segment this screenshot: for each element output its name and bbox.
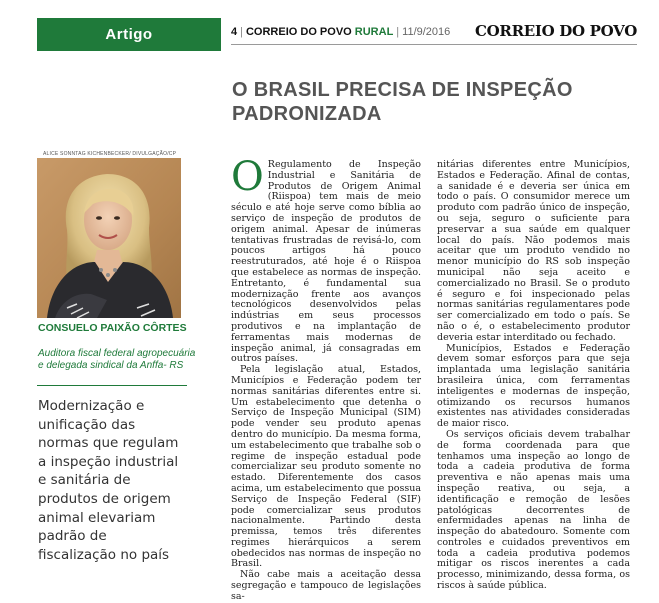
page-number: 4: [231, 26, 238, 38]
masthead-separator-2: |: [396, 26, 400, 38]
author-name: CONSUELO PAIXÃO CÔRTES: [38, 322, 187, 334]
masthead: [231, 26, 450, 38]
author-portrait-image: [37, 158, 181, 318]
article-headline: O BRASIL PRECISA DE INSPEÇÃO PADRONIZADA: [232, 79, 573, 125]
body-paragraph: Não cabe mais a aceitação dessa segregação e tampouco de legislações sa-: [231, 569, 421, 602]
author-photo: [37, 158, 181, 318]
body-paragraph: nitárias diferentes entre Municípios, Estados e Federação. Afinal de contas, a sanidade é e deveria ser única em todo o país. O consumidor merece um produto com padrão único de inspeção, ou seja, seguro o suficiente para preservar a sua saúde em qualquer local do país. Não podemos mais aceitar que um produto vendido no menor município do RS sob inspeção municipal não seja aceito e comercializado no Brasil. Se o produto é seguro e foi inspecionado pelas normas sanitárias regulamentares pode ser comercializado em todo o país. Se não o é, o estabelecimento produtor deveria estar interditado ou fechado.: [437, 159, 630, 343]
article-column-1: [231, 154, 421, 603]
body-paragraph: Municípios, Estados e Federação devem somar esforços para que seja implantada uma legislação sanitária brasileira única, com ferramentas inteligentes e modernas de inspeção, otimizando os recursos humanos existentes nas atividades consideradas de maior risco.: [437, 342, 630, 430]
issue-date: 11/9/2016: [402, 26, 451, 38]
article-column-2: [437, 160, 630, 592]
publication-name: CORREIO DO POVO: [245, 26, 352, 38]
drop-cap: O: [231, 154, 264, 200]
pull-quote: Modernização e unificação das normas que regulam a inspeção industrial e sanitária de produtos de origem animal elevariam padrão de fiscalização no país: [38, 398, 179, 563]
brand-logo: CORREIO DO POVO: [475, 22, 637, 40]
masthead-separator: |: [240, 26, 243, 38]
photo-credit: ALICE SONNTAG KICHENBECKER/ DIVULGAÇÃO/CP: [43, 151, 177, 157]
masthead-divider: [231, 44, 637, 45]
section-tag: Artigo: [37, 18, 221, 51]
body-paragraph-text: Regulamento de Inspeção Industrial e Sanitária de Produtos de Origem Animal (Riispoa) tem mais de meio século e até hoje serve como bíblia ao serviço de inspeção de produtos de origem animal. Apesar de inúmeras tentativas frustradas de revisá-lo, com poucos artigos há pouco reestruturados, até hoje é o Riispoa que estabelece as normas de inspeção. Entretanto, é fundamental sua modernização frente aos avanços tecnológicos desenvolvidos pelas indústrias em seus processos produtivos e na implantação de ferramentas mais modernas de inspeção animal, já consagradas em outros países.: [231, 159, 421, 365]
body-paragraph: [231, 154, 421, 365]
body-paragraph: Os serviços oficiais devem trabalhar de forma coordenada para que tenhamos uma inspeção ao longo de toda a cadeia produtiva de forma preventiva e não apenas mais uma inspeção reativa, ou seja, a identificação e remoção de lesões patológicas decorrentes de enfermidades apenas na linha de inspeção do abatedouro. Somente com controles e cuidados preventivos em toda a cadeia produtiva podemos mitigar os riscos inerentes a cada processo, minimizando, dessa forma, os riscos à saúde pública.: [437, 428, 630, 592]
author-role: Auditora fiscal federal agropecuária e delegada sindical da Anffa- RS: [38, 348, 196, 371]
author-divider: [37, 385, 187, 386]
supplement-name: RURAL: [354, 26, 394, 38]
body-paragraph: Pela legislação atual, Estados, Municípios e Federação podem ter normas sanitárias diferentes entre si. Um estabelecimento que detenha o Serviço de Inspeção Municipal (SIM) pode vender seu produto apenas dentro do município. Da mesma forma, um estabelecimento que trabalhe sob o regime de inspeção estadual pode comercializar seu produto somente no estado. Diferentemente dos casos acima, um estabelecimento que possua Serviço de Inspeção Federal (SIF) pode comercializar seus produtos nacionalmente. Partindo desta premissa, temos três diferentes regimes hierárquicos a serem obedecidos nas normas de inspeção no Brasil.: [231, 364, 421, 570]
